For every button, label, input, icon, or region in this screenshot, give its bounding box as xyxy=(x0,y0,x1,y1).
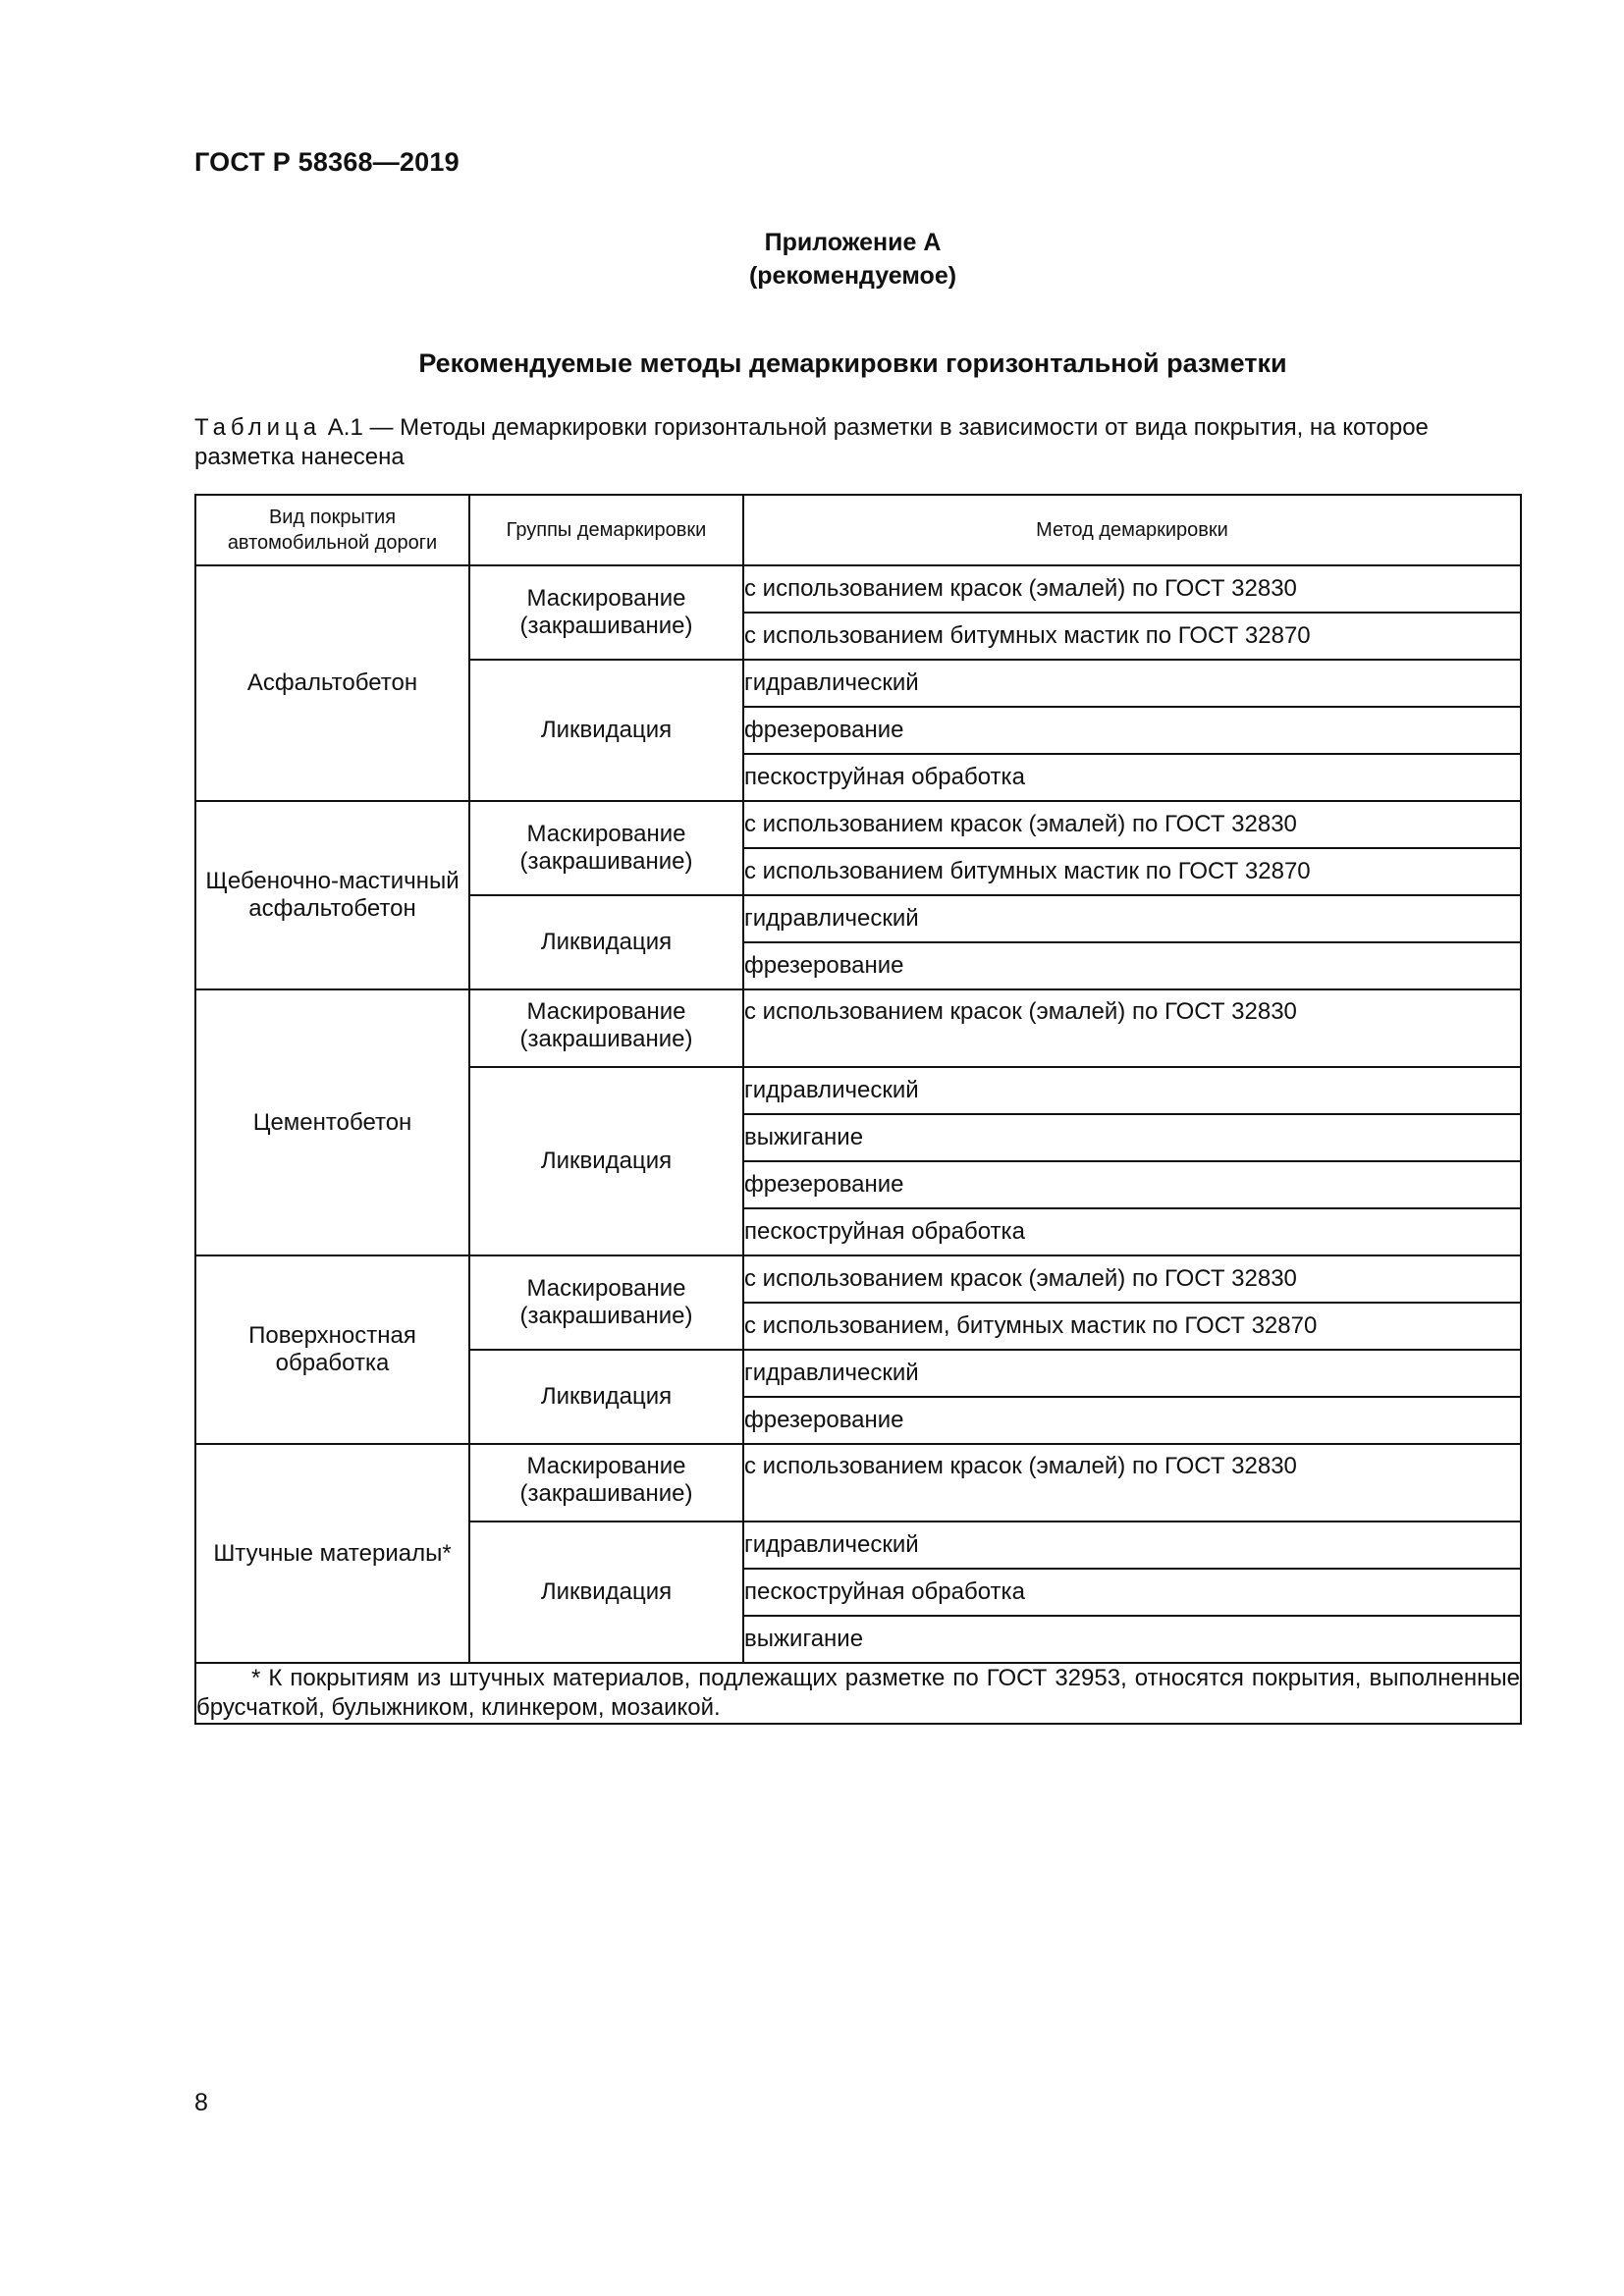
group-cell: Маскирование (закрашивание) xyxy=(469,989,743,1067)
group-cell: Маскирование (закрашивание) xyxy=(469,565,743,660)
method-cell: выжигание xyxy=(743,1616,1521,1663)
method-cell: выжигание xyxy=(743,1114,1521,1161)
annex-status: (рекомендуемое) xyxy=(748,262,957,290)
coating-cell: Щебеночно-мастичный асфальтобетон xyxy=(195,801,469,989)
footnote-text: * К покрытиям из штучных материалов, подлежащих разметке по ГОСТ 32953, относятся покрытия, выполненные брусчаткой, булыжником, клинкером, мозаикой. xyxy=(196,1665,1520,1721)
method-cell: пескоструйная обработка xyxy=(743,1569,1521,1616)
annex-heading xyxy=(0,226,1624,293)
method-cell: фрезерование xyxy=(743,1397,1521,1444)
method-cell: с использованием, битумных мастик по ГОСТ 32870 xyxy=(743,1303,1521,1350)
group-cell: Ликвидация xyxy=(469,660,743,801)
method-cell: гидравлический xyxy=(743,1522,1521,1569)
method-cell: фрезерование xyxy=(743,1161,1521,1208)
method-cell: фрезерование xyxy=(743,707,1521,754)
coating-cell: Штучные материалы* xyxy=(195,1444,469,1663)
method-cell: с использованием красок (эмалей) по ГОСТ 32830 xyxy=(743,801,1521,848)
method-cell: гидравлический xyxy=(743,660,1521,707)
table-caption-text-cont: разметка нанесена xyxy=(194,444,405,470)
method-cell: гидравлический xyxy=(743,895,1521,942)
table-row xyxy=(195,989,1521,1067)
group-cell: Маскирование (закрашивание) xyxy=(469,1444,743,1522)
method-cell: с использованием битумных мастик по ГОСТ 32870 xyxy=(743,613,1521,660)
table-row xyxy=(195,565,1521,613)
method-cell: фрезерование xyxy=(743,942,1521,989)
method-cell: с использованием битумных мастик по ГОСТ 32870 xyxy=(743,848,1521,895)
header-coating: Вид покрытия автомобильной дороги xyxy=(195,495,469,565)
table-row xyxy=(195,1444,1521,1522)
header-method: Метод демаркировки xyxy=(743,495,1521,565)
group-cell: Ликвидация xyxy=(469,1350,743,1444)
method-cell: с использованием красок (эмалей) по ГОСТ 32830 xyxy=(743,565,1521,613)
group-cell: Ликвидация xyxy=(469,895,743,989)
method-cell: с использованием красок (эмалей) по ГОСТ 32830 xyxy=(743,1255,1521,1303)
table-row xyxy=(195,1255,1521,1303)
table-caption-label: Таблица xyxy=(194,414,322,441)
method-cell: гидравлический xyxy=(743,1067,1521,1114)
group-cell: Маскирование (закрашивание) xyxy=(469,1255,743,1350)
group-cell: Ликвидация xyxy=(469,1522,743,1663)
method-cell: гидравлический xyxy=(743,1350,1521,1397)
table-caption xyxy=(194,413,1517,472)
method-cell: пескоструйная обработка xyxy=(743,754,1521,801)
footnote-cell xyxy=(195,1663,1521,1724)
method-cell: с использованием красок (эмалей) по ГОСТ 32830 xyxy=(743,1444,1521,1522)
group-cell: Ликвидация xyxy=(469,1067,743,1255)
document-id: ГОСТ Р 58368—2019 xyxy=(194,147,460,177)
method-cell: пескоструйная обработка xyxy=(743,1208,1521,1255)
demarking-methods-table xyxy=(194,494,1522,1725)
coating-cell: Цементобетон xyxy=(195,989,469,1255)
annex-title: Приложение А xyxy=(764,229,942,256)
table-caption-text: А.1 — Методы демаркировки горизонтальной разметки в зависимости от вида покрытия, на которое xyxy=(327,414,1429,441)
table-row xyxy=(195,801,1521,848)
group-cell: Маскирование (закрашивание) xyxy=(469,801,743,895)
coating-cell: Асфальтобетон xyxy=(195,565,469,801)
section-title: Рекомендуемые методы демаркировки горизонтальной разметки xyxy=(418,348,1287,378)
footnote-row xyxy=(195,1663,1521,1724)
page-number: 8 xyxy=(194,2089,208,2116)
table-header-row xyxy=(195,495,1521,565)
coating-cell: Поверхностная обработка xyxy=(195,1255,469,1444)
method-cell: с использованием красок (эмалей) по ГОСТ 32830 xyxy=(743,989,1521,1067)
header-group: Группы демаркировки xyxy=(469,495,743,565)
